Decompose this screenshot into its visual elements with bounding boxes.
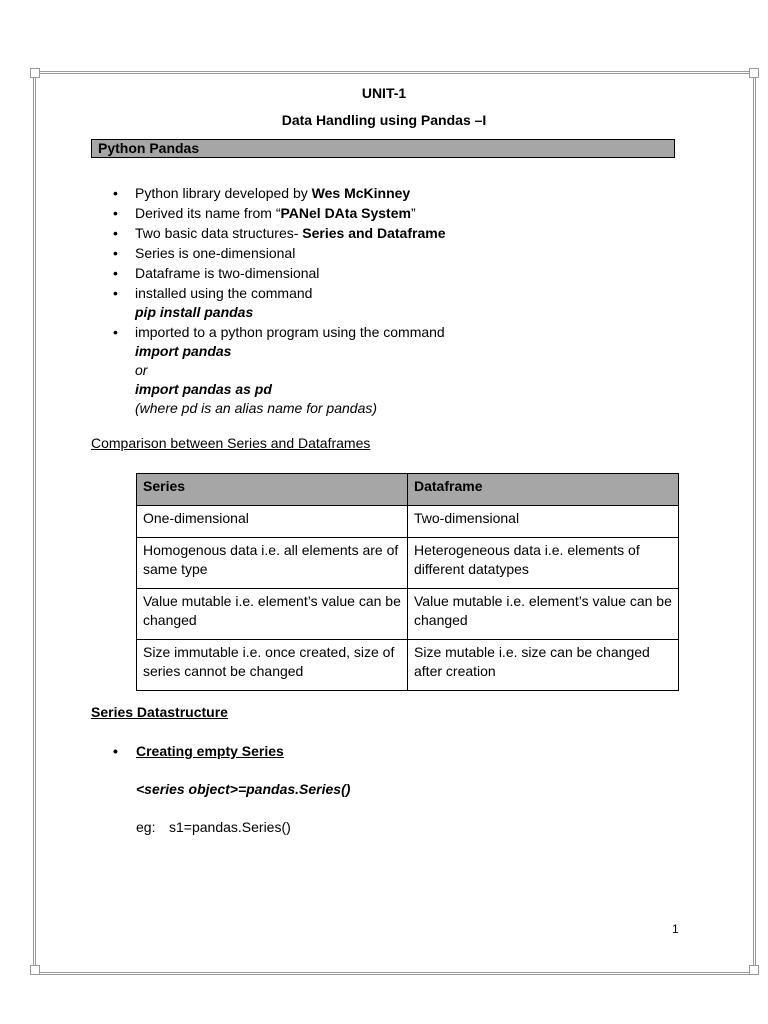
- list-item: [107, 243, 667, 263]
- example-code: s1=pandas.Series(): [169, 819, 291, 835]
- table-cell: Value mutable i.e. element’s value can be changed: [137, 589, 408, 640]
- page-title: Data Handling using Pandas –I: [281, 112, 487, 128]
- list-item: [107, 223, 667, 243]
- bullet-bold-text: Series and Dataframe: [302, 225, 446, 241]
- list-item: [107, 183, 667, 203]
- section-title-bar: [91, 139, 675, 158]
- header-cell-series: Series: [137, 474, 408, 506]
- list-item: [107, 322, 667, 418]
- page-number: 1: [672, 922, 679, 936]
- table-cell: Two-dimensional: [408, 506, 679, 538]
- table-row: [137, 589, 679, 640]
- table-header-row: [137, 474, 679, 506]
- table-row: [137, 506, 679, 538]
- bullet-bold-text: Wes McKinney: [311, 185, 411, 201]
- bullet-text: Dataframe is two-dimensional: [135, 265, 320, 281]
- alias-note: (where pd is an alias name for pandas): [135, 400, 378, 416]
- series-section-heading: Series Datastructure: [91, 704, 228, 720]
- bullet-text: • imported to a python program using the command: [135, 324, 445, 340]
- install-command: pip install pandas: [135, 304, 254, 320]
- bullet-text: Python library developed by: [135, 185, 312, 201]
- bullet-text: Derived its name from “: [135, 205, 281, 221]
- border-corner: [30, 965, 40, 975]
- bullet-text: • installed using the command: [135, 285, 313, 301]
- list-item: [107, 263, 667, 283]
- table-row: [137, 538, 679, 589]
- table-row: [137, 640, 679, 691]
- table-cell: Size immutable i.e. once created, size of series cannot be changed: [137, 640, 408, 691]
- header-cell-dataframe: Dataframe: [408, 474, 679, 506]
- import-command: import pandas: [135, 343, 232, 359]
- example-label: eg:: [136, 819, 156, 835]
- table-cell: Homogenous data i.e. all elements are of same type: [137, 538, 408, 589]
- list-item: [107, 203, 667, 223]
- or-text: or: [135, 362, 148, 378]
- import-alias-command: import pandas as pd: [135, 381, 272, 397]
- pandas-facts-list: [107, 183, 667, 418]
- bullet-text: Two basic data structures-: [135, 225, 303, 241]
- list-item: [107, 283, 667, 322]
- series-syntax: <series object>=pandas.Series(): [136, 781, 351, 797]
- bullet-bold-text: PANel DAta System: [280, 205, 411, 221]
- border-corner: [749, 965, 759, 975]
- table-cell: Heterogeneous data i.e. elements of different datatypes: [408, 538, 679, 589]
- bullet-icon: •: [113, 743, 118, 759]
- comparison-table: [136, 473, 679, 691]
- comparison-heading: Comparison between Series and Dataframes: [91, 435, 371, 451]
- table-cell: Value mutable i.e. element’s value can be changed: [408, 589, 679, 640]
- bullet-text: ”: [410, 205, 416, 221]
- bullet-text: Series is one-dimensional: [135, 245, 296, 261]
- border-corner: [749, 68, 759, 78]
- creating-empty-series-item: Creating empty Series: [136, 743, 284, 759]
- table-cell: Size mutable i.e. size can be changed after creation: [408, 640, 679, 691]
- border-corner: [30, 68, 40, 78]
- unit-title: UNIT-1: [361, 85, 407, 101]
- table-cell: One-dimensional: [137, 506, 408, 538]
- section-title: Python Pandas: [98, 140, 200, 156]
